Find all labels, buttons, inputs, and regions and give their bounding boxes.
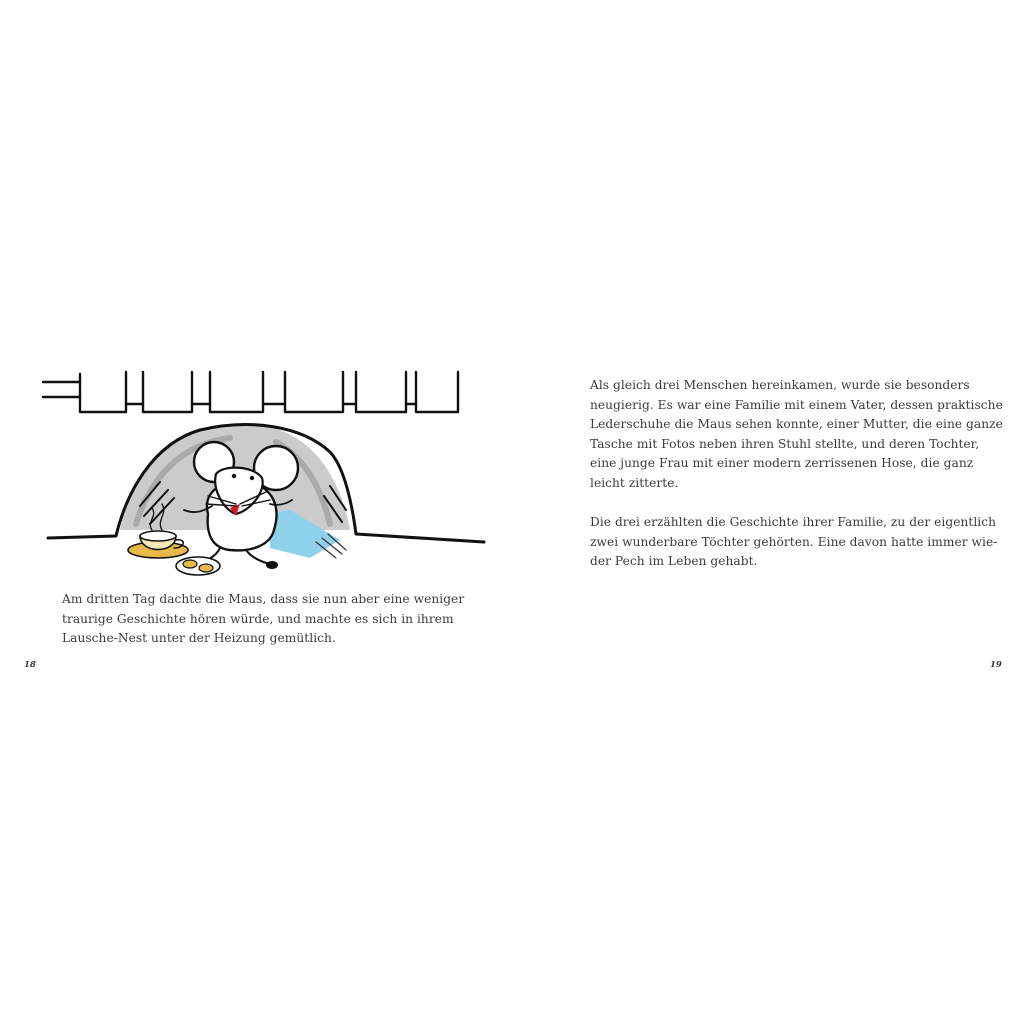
mouse-under-radiator-illustration [40, 364, 490, 584]
left-page-text [62, 590, 464, 649]
text-line: neugierig. Es war eine Familie mit einem Vater, dessen praktische [590, 397, 1003, 412]
radiator-drawing [43, 372, 458, 412]
right-page-paragraph-2 [590, 513, 997, 572]
text-line: Lederschuhe die Maus sehen konnte, einer Mutter, die eine ganze [590, 417, 1003, 431]
text-line: Die drei erzählten die Geschichte ihrer Familie, zu der eigentlich [590, 515, 996, 529]
text-line: eine junge Frau mit einer modern zerrissenen Hose, die ganz [590, 456, 974, 470]
cookie-plate [176, 557, 220, 575]
text-line: leicht zitterte. [590, 475, 679, 490]
page-number-right: 19 [990, 660, 1002, 670]
right-page-paragraph-1 [590, 376, 1003, 493]
text-line: traurige Geschichte hören würde, und machte es sich in ihrem [62, 611, 454, 626]
text-line: Tasche mit Fotos neben ihren Stuhl stellte, und deren Tochter, [590, 436, 980, 451]
text-line: der Pech im Leben gehabt. [590, 554, 758, 568]
text-line: zwei wunderbare Töchter gehörten. Eine davon hatte immer wie- [590, 534, 998, 549]
right-page [512, 0, 1024, 1024]
text-line: Am dritten Tag dachte die Maus, dass sie nun aber eine weniger [62, 592, 465, 606]
text-line: Als gleich drei Menschen hereinkamen, wurde sie besonders [590, 378, 970, 392]
text-line: Lausche-Nest unter der Heizung gemütlich. [62, 631, 336, 645]
page-number-left: 18 [24, 660, 36, 670]
